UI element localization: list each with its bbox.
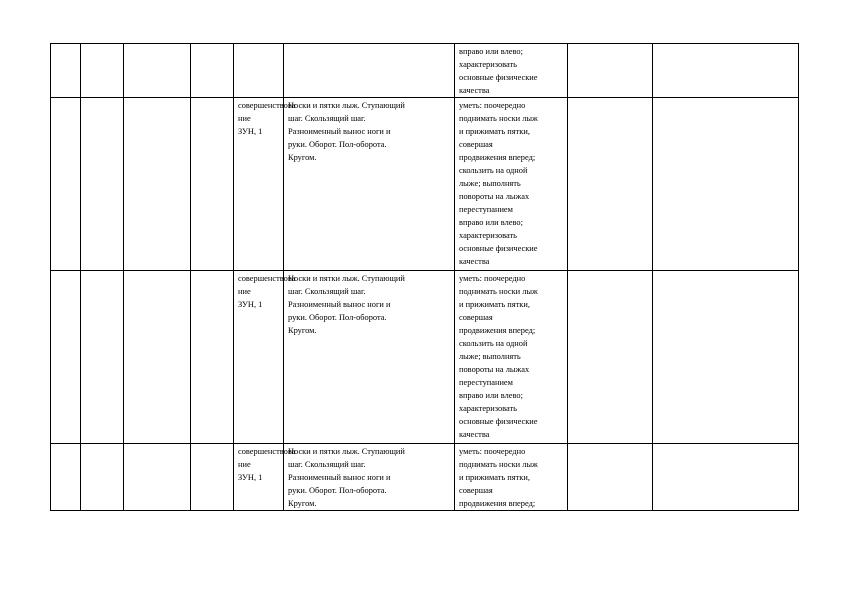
date-cell <box>81 44 124 98</box>
number-cell <box>51 444 81 511</box>
table-row <box>51 271 799 444</box>
content-cell: Носки и пятки лыж. Ступающий шаг. Скользящий шаг. Разноименный вынос ноги и руки. Оборот. Пол-оборота. Кругом. <box>284 444 455 511</box>
topic-cell <box>124 444 191 511</box>
control-cell <box>568 44 653 98</box>
control-cell <box>568 444 653 511</box>
date-cell <box>81 271 124 444</box>
control-cell <box>568 271 653 444</box>
notes-cell <box>653 444 799 511</box>
hours-cell <box>191 44 234 98</box>
hours-cell <box>191 98 234 271</box>
lesson-plan-table <box>50 43 799 511</box>
topic-cell <box>124 44 191 98</box>
requirements-cell: уметь: поочередно поднимать носки лыж и прижимать пятки, совершая продвижения вперед; <box>455 444 568 511</box>
date-cell <box>81 444 124 511</box>
content-cell: Носки и пятки лыж. Ступающий шаг. Скользящий шаг. Разноименный вынос ноги и руки. Оборот. Пол-оборота. Кругом. <box>284 98 455 271</box>
notes-cell <box>653 44 799 98</box>
table-row <box>51 444 799 511</box>
lesson-type-cell <box>234 44 284 98</box>
table-row <box>51 98 799 271</box>
number-cell <box>51 44 81 98</box>
table-row <box>51 44 799 98</box>
hours-cell <box>191 271 234 444</box>
notes-cell <box>653 271 799 444</box>
topic-cell <box>124 98 191 271</box>
requirements-cell: уметь: поочередно поднимать носки лыж и прижимать пятки, совершая продвижения вперед; скользить на одной лыже; выполнять повороты на лыжах переступанием вправо или влево; характеризовать основные физические качества <box>455 271 568 444</box>
lesson-type-cell: совершенствова ние ЗУН, 1 <box>234 271 284 444</box>
content-cell: Носки и пятки лыж. Ступающий шаг. Скользящий шаг. Разноименный вынос ноги и руки. Оборот. Пол-оборота. Кругом. <box>284 271 455 444</box>
number-cell <box>51 271 81 444</box>
content-cell <box>284 44 455 98</box>
control-cell <box>568 98 653 271</box>
notes-cell <box>653 98 799 271</box>
topic-cell <box>124 271 191 444</box>
lesson-type-cell: совершенствова ние ЗУН, 1 <box>234 98 284 271</box>
requirements-cell: вправо или влево; характеризовать основные физические качества <box>455 44 568 98</box>
lesson-type-cell: совершенствова ние ЗУН, 1 <box>234 444 284 511</box>
hours-cell <box>191 444 234 511</box>
requirements-cell: уметь: поочередно поднимать носки лыж и прижимать пятки, совершая продвижения вперед; скользить на одной лыже; выполнять повороты на лыжах переступанием вправо или влево; характеризовать основные физические качества <box>455 98 568 271</box>
number-cell <box>51 98 81 271</box>
date-cell <box>81 98 124 271</box>
